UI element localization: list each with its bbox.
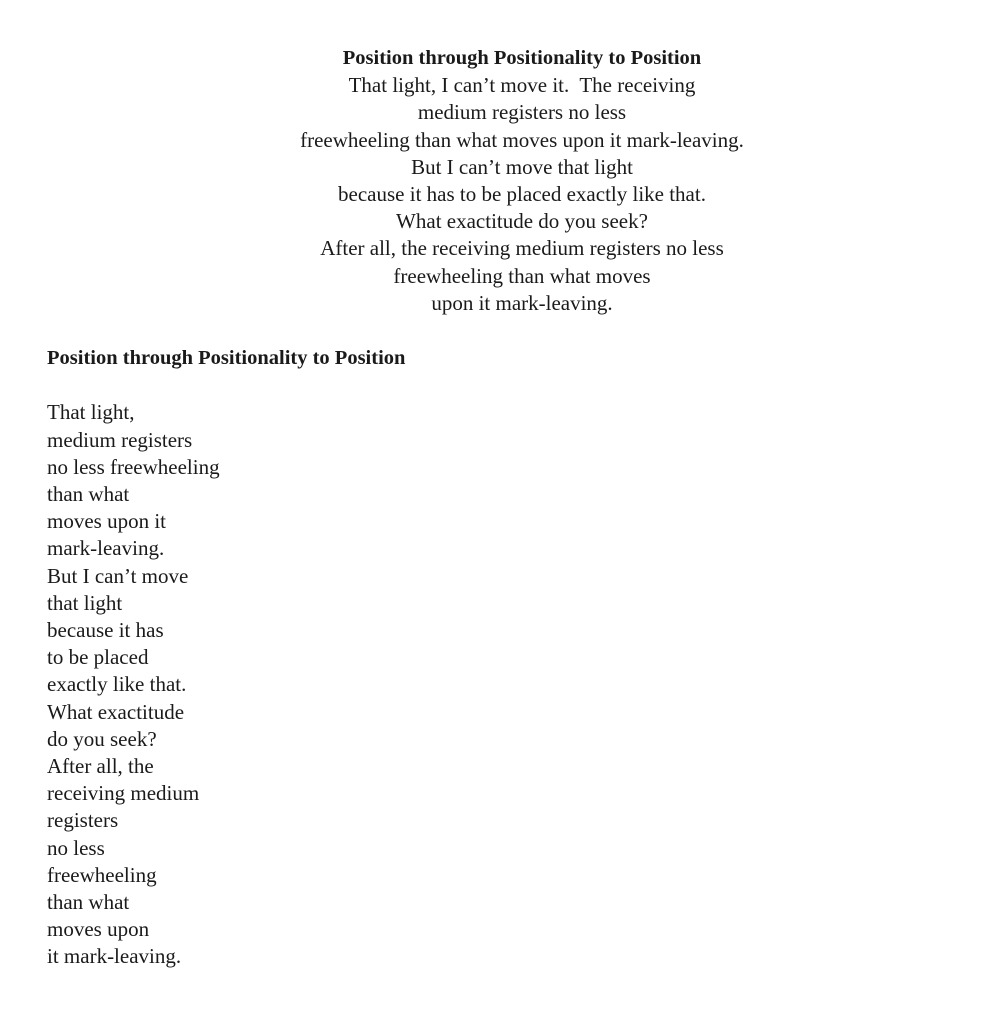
left-poem-line: because it has <box>47 618 164 643</box>
centered-poem-line: upon it mark-leaving. <box>431 290 613 315</box>
left-poem-line: it mark-leaving. <box>47 944 182 969</box>
left-poem-title: Position through Positionality to Position <box>47 347 406 369</box>
left-poem-line: to be placed <box>47 645 149 670</box>
left-poem-line: medium registers <box>47 427 193 452</box>
centered-poem-line: freewheeling than what moves <box>393 263 651 288</box>
left-poem-line: mark-leaving. <box>47 536 165 561</box>
centered-poem-line: medium registers no less <box>417 100 627 125</box>
left-poem-line: But I can’t move <box>47 563 189 588</box>
left-poem-line: freewheeling <box>47 862 157 887</box>
left-poem-line: no less freewheeling <box>47 454 220 479</box>
centered-poem-line: What exactitude do you seek? <box>396 209 648 234</box>
left-poem-line: What exactitude <box>47 699 185 724</box>
left-poem-line: That light, <box>47 400 135 425</box>
centered-poem-line: freewheeling than what moves upon it mark-leaving. <box>300 127 744 152</box>
left-poem-line: that light <box>47 590 123 615</box>
left-poem-line: no less <box>47 835 105 860</box>
centered-poem-line: because it has to be placed exactly like that. <box>338 182 706 207</box>
left-poem-line: After all, the <box>47 754 154 779</box>
left-poem-line: moves upon it <box>47 509 166 534</box>
centered-poem-line: That light, I can’t move it. The receiving <box>348 73 696 98</box>
left-poem-line: registers <box>47 808 119 833</box>
centered-poem <box>62 45 981 317</box>
left-poem-line: than what <box>47 482 130 506</box>
left-poem-line: than what <box>47 890 130 915</box>
left-poem-line: do you seek? <box>47 726 157 751</box>
left-poem-line: receiving medium <box>47 781 200 806</box>
left-aligned-poem <box>47 345 647 971</box>
left-poem-line: exactly like that. <box>47 672 187 697</box>
left-poem-line: moves upon <box>47 917 150 942</box>
centered-poem-line: After all, the receiving medium registers no less <box>320 236 724 261</box>
centered-poem-title: Position through Positionality to Position <box>342 47 702 69</box>
centered-poem-line: But I can’t move that light <box>411 154 633 179</box>
